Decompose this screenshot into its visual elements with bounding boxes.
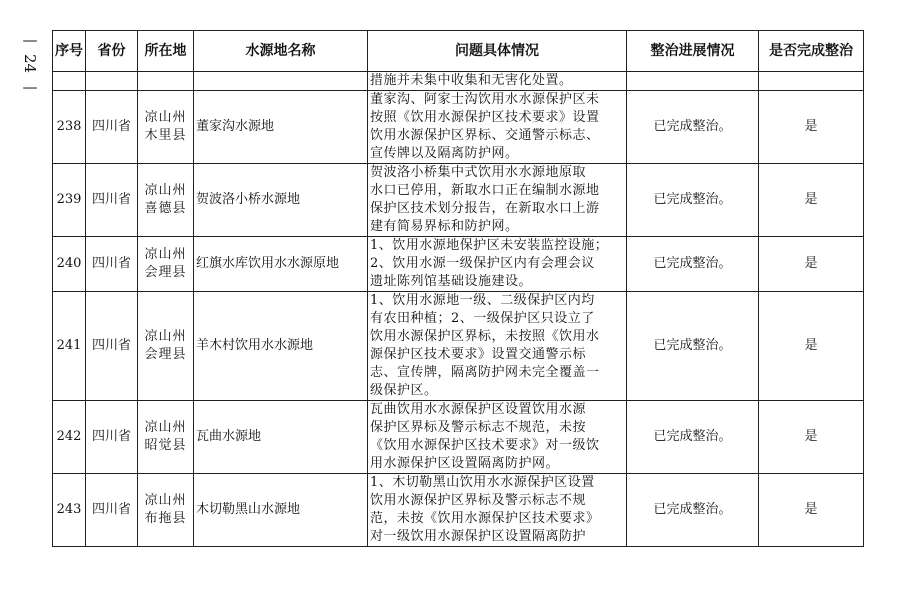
problem-line: 级保护区。 bbox=[370, 383, 438, 398]
problem-line: 《饮用水源保护区技术要求》对一级饮 bbox=[370, 438, 600, 453]
row-location: 凉山州木里县 bbox=[138, 91, 194, 164]
problem-line: 有农田种植；2、一级保护区只设立了 bbox=[370, 311, 595, 326]
problem-line: 范，未按《饮用水源保护区技术要求》 bbox=[370, 511, 600, 526]
table-row bbox=[53, 91, 864, 164]
row-province: 四川省 bbox=[86, 237, 138, 292]
problem-line: 对一级饮用水源保护区设置隔离防护 bbox=[370, 529, 587, 544]
header-progress: 整治进展情况 bbox=[627, 31, 759, 72]
row-problem bbox=[368, 474, 627, 547]
problem-line: 贺波洛小桥集中式饮用水水源地原取 bbox=[370, 165, 587, 180]
row-progress: 已完成整治。 bbox=[627, 401, 759, 474]
row-seq: 242 bbox=[53, 401, 86, 474]
problem-line: 按照《饮用水源保护区技术要求》设置 bbox=[370, 110, 600, 125]
problem-line: 源保护区技术要求》设置交通警示标 bbox=[370, 347, 587, 362]
row-source-name: 董家沟水源地 bbox=[194, 91, 368, 164]
header-problem: 问题具体情况 bbox=[368, 31, 627, 72]
row-done: 是 bbox=[759, 237, 864, 292]
problem-line: 遗址陈列馆基础设施建设。 bbox=[370, 274, 533, 289]
table-header-row bbox=[53, 31, 864, 72]
table-row bbox=[53, 474, 864, 547]
header-location: 所在地 bbox=[138, 31, 194, 72]
header-done: 是否完成整治 bbox=[759, 31, 864, 72]
row-done: 是 bbox=[759, 164, 864, 237]
row-done: 是 bbox=[759, 91, 864, 164]
row-seq: 238 bbox=[53, 91, 86, 164]
problem-line: 饮用水源保护区界标，未按照《饮用水 bbox=[370, 329, 600, 344]
row-problem bbox=[368, 164, 627, 237]
problem-line: 2、饮用水源一级保护区内有会理会议 bbox=[370, 256, 595, 271]
row-problem bbox=[368, 401, 627, 474]
problem-line: 饮用水源保护区界标及警示标志不规 bbox=[370, 493, 587, 508]
rectification-table bbox=[52, 30, 864, 547]
row-location: 凉山州会理县 bbox=[138, 292, 194, 401]
problem-line: 宣传牌以及隔离防护网。 bbox=[370, 146, 519, 161]
table-row bbox=[53, 164, 864, 237]
continuation-row bbox=[53, 72, 864, 91]
table-row bbox=[53, 401, 864, 474]
row-province: 四川省 bbox=[86, 292, 138, 401]
row-done: 是 bbox=[759, 292, 864, 401]
problem-line: 董家沟、阿家士沟饮用水水源保护区未 bbox=[370, 92, 600, 107]
continuation-text: 措施并未集中收集和无害化处置。 bbox=[368, 72, 627, 91]
problem-line: 瓦曲饮用水水源保护区设置饮用水源 bbox=[370, 402, 587, 417]
row-done: 是 bbox=[759, 401, 864, 474]
row-location: 凉山州布拖县 bbox=[138, 474, 194, 547]
problem-line: 1、饮用水源地一级、二级保护区内均 bbox=[370, 293, 595, 308]
row-province: 四川省 bbox=[86, 91, 138, 164]
table-row bbox=[53, 292, 864, 401]
row-province: 四川省 bbox=[86, 401, 138, 474]
row-location: 凉山州会理县 bbox=[138, 237, 194, 292]
row-source-name: 红旗水库饮用水水源原地 bbox=[194, 237, 368, 292]
problem-line: 建有简易界标和防护网。 bbox=[370, 219, 519, 234]
header-seq: 序号 bbox=[53, 31, 86, 72]
row-progress: 已完成整治。 bbox=[627, 474, 759, 547]
row-problem bbox=[368, 237, 627, 292]
problem-line: 水口已停用，新取水口正在编制水源地 bbox=[370, 183, 600, 198]
row-progress: 已完成整治。 bbox=[627, 237, 759, 292]
row-province: 四川省 bbox=[86, 164, 138, 237]
problem-line: 志、宣传牌，隔离防护网未完全覆盖一 bbox=[370, 365, 600, 380]
row-seq: 241 bbox=[53, 292, 86, 401]
row-source-name: 瓦曲水源地 bbox=[194, 401, 368, 474]
table-row bbox=[53, 237, 864, 292]
problem-line: 保护区技术划分报告，在新取水口上游 bbox=[370, 201, 600, 216]
header-province: 省份 bbox=[86, 31, 138, 72]
header-source-name: 水源地名称 bbox=[194, 31, 368, 72]
problem-line: 保护区界标及警示标志不规范，未按 bbox=[370, 420, 587, 435]
row-source-name: 羊木村饮用水水源地 bbox=[194, 292, 368, 401]
row-progress: 已完成整治。 bbox=[627, 164, 759, 237]
row-seq: 240 bbox=[53, 237, 86, 292]
row-seq: 239 bbox=[53, 164, 86, 237]
row-progress: 已完成整治。 bbox=[627, 91, 759, 164]
row-location: 凉山州昭觉县 bbox=[138, 401, 194, 474]
row-problem bbox=[368, 292, 627, 401]
row-done: 是 bbox=[759, 474, 864, 547]
problem-line: 用水源保护区设置隔离防护网。 bbox=[370, 456, 560, 471]
problem-line: 1、饮用水源地保护区未安装监控设施； bbox=[370, 238, 609, 253]
row-province: 四川省 bbox=[86, 474, 138, 547]
row-progress: 已完成整治。 bbox=[627, 292, 759, 401]
row-seq: 243 bbox=[53, 474, 86, 547]
row-source-name: 贺波洛小桥水源地 bbox=[194, 164, 368, 237]
row-source-name: 木切勒黑山水源地 bbox=[194, 474, 368, 547]
row-location: 凉山州喜德县 bbox=[138, 164, 194, 237]
problem-line: 1、木切勒黑山饮用水水源保护区设置 bbox=[370, 475, 595, 490]
row-problem bbox=[368, 91, 627, 164]
problem-line: 饮用水源保护区界标、交通警示标志、 bbox=[370, 128, 600, 143]
page-number: — 24 — bbox=[21, 31, 39, 97]
page-number-value: 24 bbox=[21, 54, 39, 74]
